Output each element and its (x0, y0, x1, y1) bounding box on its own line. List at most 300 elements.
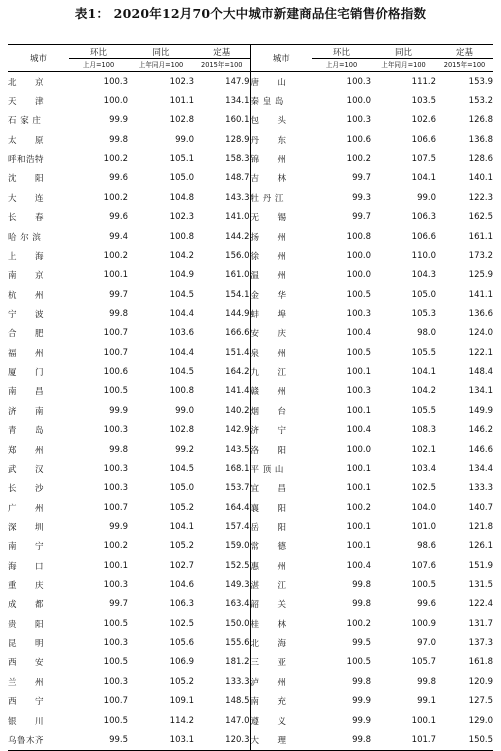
fixed-base-value: 120.9 (468, 676, 493, 687)
fixed-base-value: 133.3 (225, 676, 250, 687)
mom-value: 99.9 (352, 696, 371, 707)
mom-value: 100.0 (103, 96, 128, 107)
yoy-value: 99.0 (175, 134, 194, 145)
city-name: 兰 州 (8, 677, 45, 688)
city-name: 贵 阳 (8, 619, 45, 630)
mom-value: 100.8 (346, 231, 371, 242)
table-row (8, 711, 493, 730)
city-name: 唐 山 (250, 72, 312, 92)
fixed-base-value: 153.7 (225, 483, 250, 494)
yoy-value: 99.8 (417, 676, 436, 687)
mom-value: 99.3 (352, 192, 371, 203)
mom-value: 99.5 (69, 730, 128, 750)
city-name: 西 安 (8, 658, 45, 669)
mom-base-left: 上月=100 (69, 59, 128, 72)
yoy-value: 104.4 (169, 347, 194, 358)
fixed-base-value: 140.1 (468, 173, 493, 184)
fixed-base-value: 141.4 (225, 386, 250, 397)
yoy-value: 107.6 (411, 560, 436, 571)
yoy-value: 101.0 (411, 521, 436, 532)
city-name: 洛 阳 (250, 440, 312, 459)
mom-value: 100.5 (103, 386, 128, 397)
mom-value: 100.0 (346, 444, 371, 455)
city-name: 青 岛 (8, 426, 45, 437)
yoy-value: 104.8 (169, 192, 194, 203)
mom-value: 100.1 (346, 483, 371, 494)
city-name: 三 亚 (250, 653, 312, 672)
yoy-value: 104.1 (411, 367, 436, 378)
city-name: 深 圳 (8, 522, 45, 533)
mom-value: 100.7 (103, 696, 128, 707)
mom-value: 100.5 (103, 715, 128, 726)
mom-value: 100.3 (346, 115, 371, 126)
city-name: 杭 州 (8, 290, 45, 301)
fixed-header-left: 定基 (194, 45, 250, 59)
fixed-base-value: 163.4 (225, 599, 250, 610)
yoy-value: 98.0 (417, 328, 436, 339)
fixed-base-value: 149.3 (225, 580, 250, 591)
yoy-value: 105.3 (411, 308, 436, 319)
mom-value: 99.8 (109, 308, 128, 319)
yoy-value: 104.2 (169, 250, 194, 261)
table-row (8, 401, 493, 420)
city-name: 合 肥 (8, 329, 45, 340)
yoy-value: 104.4 (169, 308, 194, 319)
yoy-value: 101.7 (371, 730, 436, 750)
mom-value: 100.2 (346, 618, 371, 629)
yoy-header-left: 同比 (128, 45, 194, 59)
price-index-table (8, 44, 493, 751)
fixed-base-value: 128.9 (225, 134, 250, 145)
yoy-value: 102.6 (411, 115, 436, 126)
fixed-base-value: 142.9 (225, 425, 250, 436)
yoy-value: 98.6 (417, 541, 436, 552)
yoy-value: 105.6 (169, 638, 194, 649)
city-name: 安 庆 (250, 324, 312, 343)
yoy-value: 97.0 (417, 638, 436, 649)
fixed-base-value: 141.1 (468, 289, 493, 300)
fixed-base-value: 143.3 (225, 192, 250, 203)
city-name: 成 都 (8, 600, 45, 611)
fixed-base-value: 140.7 (468, 502, 493, 513)
yoy-value: 106.6 (411, 134, 436, 145)
city-name: 常 德 (250, 537, 312, 556)
yoy-value: 100.8 (169, 231, 194, 242)
fixed-base-value: 140.2 (225, 405, 250, 416)
fixed-base-value: 168.1 (225, 463, 250, 474)
city-name: 上 海 (8, 251, 45, 262)
city-name: 海 口 (8, 561, 45, 572)
city-name: 惠 州 (250, 556, 312, 575)
table-row (8, 304, 493, 323)
mom-value: 99.8 (312, 730, 371, 750)
fixed-base-value: 136.8 (468, 134, 493, 145)
yoy-base-left: 上年同月=100 (128, 59, 194, 72)
city-name: 烟 台 (250, 401, 312, 420)
fixed-base-value: 155.6 (225, 638, 250, 649)
yoy-value: 105.7 (411, 657, 436, 668)
yoy-value: 102.3 (169, 212, 194, 223)
yoy-value: 105.5 (411, 347, 436, 358)
table-row (8, 653, 493, 672)
table-row (8, 324, 493, 343)
mom-value: 99.9 (109, 521, 128, 532)
fixed-base-value: 148.7 (225, 173, 250, 184)
city-name: 遵 义 (250, 711, 312, 730)
yoy-value: 104.6 (169, 580, 194, 591)
table-row (8, 382, 493, 401)
city-name: 赣 州 (250, 382, 312, 401)
fixed-base-value: 131.7 (468, 618, 493, 629)
yoy-value: 104.3 (411, 270, 436, 281)
fixed-base-value: 133.3 (468, 483, 493, 494)
city-name: 南 充 (250, 692, 312, 711)
mom-value: 100.5 (346, 289, 371, 300)
fixed-base-value: 150.5 (436, 730, 493, 750)
fixed-base-value: 157.4 (225, 521, 250, 532)
table-row (8, 672, 493, 691)
mom-value: 100.7 (103, 502, 128, 513)
fixed-base-value: 161.8 (468, 657, 493, 668)
yoy-value: 100.1 (411, 715, 436, 726)
mom-value: 99.6 (109, 212, 128, 223)
yoy-value: 107.5 (411, 154, 436, 165)
mom-value: 100.5 (103, 657, 128, 668)
mom-value: 99.8 (352, 599, 371, 610)
fixed-base-value: 153.9 (468, 76, 493, 87)
city-name: 济 宁 (250, 420, 312, 439)
mom-value: 100.5 (346, 347, 371, 358)
mom-value: 100.7 (103, 347, 128, 358)
table-row (8, 537, 493, 556)
mom-value: 100.3 (103, 638, 128, 649)
yoy-value: 99.0 (175, 405, 194, 416)
city-name: 福 州 (8, 348, 45, 359)
yoy-value: 105.5 (411, 405, 436, 416)
table-row (8, 614, 493, 633)
mom-value: 99.8 (352, 676, 371, 687)
mom-value: 99.8 (352, 580, 371, 591)
mom-value: 99.9 (109, 405, 128, 416)
mom-value: 99.8 (109, 444, 128, 455)
mom-value: 100.1 (346, 521, 371, 532)
city-header-right: 城市 (250, 45, 312, 72)
fixed-base-value: 173.2 (468, 250, 493, 261)
table-row (8, 362, 493, 381)
table-row (8, 692, 493, 711)
yoy-value: 104.0 (411, 502, 436, 513)
city-name: 广 州 (8, 503, 45, 514)
yoy-value: 105.1 (169, 154, 194, 165)
city-name: 沈 阳 (8, 174, 45, 185)
fixed-base-value: 136.6 (468, 308, 493, 319)
mom-value: 100.4 (346, 328, 371, 339)
city-name: 蚌 埠 (250, 304, 312, 323)
fixed-base-value: 156.0 (225, 250, 250, 261)
mom-value: 99.7 (109, 599, 128, 610)
yoy-value: 104.2 (411, 386, 436, 397)
mom-value: 100.1 (346, 463, 371, 474)
fixed-base-value: 148.5 (225, 696, 250, 707)
fixed-base-value: 144.9 (225, 308, 250, 319)
fixed-base-value: 144.2 (225, 231, 250, 242)
yoy-value: 103.1 (128, 730, 194, 750)
fixed-base-value: 158.3 (225, 154, 250, 165)
city-name: 北 海 (250, 633, 312, 652)
city-name: 金 华 (250, 285, 312, 304)
table-row (8, 343, 493, 362)
city-name: 厦 门 (8, 368, 45, 379)
fixed-base-value: 141.0 (225, 212, 250, 223)
yoy-value: 100.8 (169, 386, 194, 397)
city-name: 秦 皇 岛 (250, 91, 312, 110)
city-name: 石 家 庄 (8, 116, 42, 127)
mom-value: 99.7 (352, 173, 371, 184)
mom-value: 100.0 (346, 96, 371, 107)
city-name: 牡 丹 江 (250, 188, 312, 207)
mom-value: 99.7 (109, 289, 128, 300)
yoy-value: 106.6 (411, 231, 436, 242)
fixed-base-value: 122.4 (468, 599, 493, 610)
table-row (8, 169, 493, 188)
city-name: 哈 尔 滨 (8, 232, 42, 243)
city-name: 郑 州 (8, 445, 45, 456)
table-row (8, 730, 493, 750)
yoy-value: 114.2 (169, 715, 194, 726)
city-name: 泸 州 (250, 672, 312, 691)
mom-value: 100.3 (103, 483, 128, 494)
city-name: 南 京 (8, 271, 45, 282)
yoy-value: 102.1 (411, 444, 436, 455)
fixed-base-value: 134.4 (468, 463, 493, 474)
city-name: 大 理 (250, 730, 312, 750)
yoy-value: 102.5 (169, 618, 194, 629)
mom-value: 100.3 (103, 580, 128, 591)
mom-value: 100.1 (346, 405, 371, 416)
yoy-value: 103.5 (411, 96, 436, 107)
mom-value: 100.2 (103, 154, 128, 165)
mom-value: 100.3 (103, 463, 128, 474)
city-name: 襄 阳 (250, 498, 312, 517)
yoy-value: 110.0 (411, 250, 436, 261)
mom-value: 100.2 (103, 250, 128, 261)
fixed-base-value: 164.4 (225, 502, 250, 513)
city-name: 北 京 (8, 77, 45, 88)
table-row (8, 227, 493, 246)
table-row (8, 517, 493, 536)
fixed-base-value: 147.9 (225, 76, 250, 87)
fixed-base-value: 162.5 (468, 212, 493, 223)
city-name: 重 庆 (8, 581, 45, 592)
city-name: 岳 阳 (250, 517, 312, 536)
mom-header-left: 环比 (69, 45, 128, 59)
fixed-base-value: 153.2 (468, 96, 493, 107)
yoy-value: 104.5 (169, 289, 194, 300)
yoy-value: 106.9 (169, 657, 194, 668)
city-name: 扬 州 (250, 227, 312, 246)
mom-value: 100.7 (103, 328, 128, 339)
fixed-base-value: 146.2 (468, 425, 493, 436)
city-name: 宜 昌 (250, 479, 312, 498)
fixed-base-value: 126.1 (468, 541, 493, 552)
mom-value: 100.2 (346, 154, 371, 165)
fixed-base-value: 150.0 (225, 618, 250, 629)
city-name: 宁 波 (8, 309, 45, 320)
city-name: 泉 州 (250, 343, 312, 362)
table-row (8, 440, 493, 459)
mom-value: 99.9 (352, 715, 371, 726)
city-name: 乌鲁木齐 (8, 730, 69, 750)
mom-header-right: 环比 (312, 45, 371, 59)
table-row (8, 285, 493, 304)
city-name: 徐 州 (250, 246, 312, 265)
yoy-value: 99.6 (417, 599, 436, 610)
fixed-base-value: 160.1 (225, 115, 250, 126)
yoy-value: 99.2 (175, 444, 194, 455)
mom-value: 100.1 (346, 367, 371, 378)
yoy-value: 105.0 (169, 483, 194, 494)
yoy-value: 105.2 (169, 676, 194, 687)
mom-value: 100.4 (346, 560, 371, 571)
yoy-value: 100.5 (411, 580, 436, 591)
city-name: 无 锡 (250, 208, 312, 227)
fixed-base-left: 2015年=100 (194, 59, 250, 72)
mom-value: 100.5 (346, 657, 371, 668)
fixed-base-value: 124.0 (468, 328, 493, 339)
mom-value: 100.3 (103, 425, 128, 436)
fixed-base-value: 164.2 (225, 367, 250, 378)
fixed-base-value: 154.1 (225, 289, 250, 300)
city-name: 武 汉 (8, 464, 45, 475)
fixed-base-value: 166.6 (225, 328, 250, 339)
mom-value: 99.7 (352, 212, 371, 223)
fixed-base-value: 161.1 (468, 231, 493, 242)
yoy-base-right: 上年同月=100 (371, 59, 436, 72)
mom-value: 100.3 (103, 76, 128, 87)
city-name: 吉 林 (250, 169, 312, 188)
mom-value: 99.9 (109, 115, 128, 126)
table-row (8, 149, 493, 168)
yoy-value: 104.9 (169, 270, 194, 281)
city-name: 昆 明 (8, 639, 45, 650)
table-row (8, 188, 493, 207)
yoy-value: 106.3 (169, 599, 194, 610)
table-row (8, 459, 493, 478)
yoy-value: 105.0 (169, 173, 194, 184)
mom-value: 100.6 (103, 367, 128, 378)
mom-value: 100.1 (103, 560, 128, 571)
table-row (8, 111, 493, 130)
city-name: 南 宁 (8, 542, 45, 553)
yoy-value: 101.1 (169, 96, 194, 107)
city-name: 桂 林 (250, 614, 312, 633)
mom-value: 99.8 (109, 134, 128, 145)
city-name: 温 州 (250, 266, 312, 285)
city-name: 包 头 (250, 111, 312, 130)
yoy-value: 102.5 (411, 483, 436, 494)
table-row (8, 420, 493, 439)
fixed-base-value: 122.3 (468, 192, 493, 203)
mom-value: 100.3 (346, 76, 371, 87)
yoy-value: 102.8 (169, 425, 194, 436)
fixed-base-value: 131.5 (468, 580, 493, 591)
fixed-base-value: 151.4 (225, 347, 250, 358)
fixed-base-value: 161.0 (225, 270, 250, 281)
table-row (8, 575, 493, 594)
yoy-value: 104.5 (169, 463, 194, 474)
yoy-value: 104.1 (411, 173, 436, 184)
yoy-value: 99.1 (417, 696, 436, 707)
yoy-value: 99.0 (417, 192, 436, 203)
city-name: 南 昌 (8, 387, 45, 398)
yoy-value: 104.1 (169, 521, 194, 532)
fixed-base-value: 134.1 (468, 386, 493, 397)
fixed-base-value: 148.4 (468, 367, 493, 378)
fixed-base-value: 128.6 (468, 154, 493, 165)
table-row (8, 208, 493, 227)
fixed-base-value: 122.1 (468, 347, 493, 358)
table-row (8, 266, 493, 285)
city-name: 长 沙 (8, 484, 45, 495)
fixed-base-value: 121.8 (468, 521, 493, 532)
yoy-value: 106.3 (411, 212, 436, 223)
mom-value: 100.6 (346, 134, 371, 145)
city-name: 九 江 (250, 362, 312, 381)
city-header-left: 城市 (8, 45, 69, 72)
city-name: 呼和浩特 (8, 155, 45, 166)
table-title: 表1： 2020年12月70个大中城市新建商品住宅销售价格指数 (74, 6, 427, 21)
yoy-value: 104.5 (169, 367, 194, 378)
mom-value: 100.1 (103, 270, 128, 281)
table-row (8, 498, 493, 517)
yoy-value: 102.3 (169, 76, 194, 87)
fixed-base-right: 2015年=100 (436, 59, 493, 72)
fixed-base-value: 151.9 (468, 560, 493, 571)
fixed-base-value: 120.3 (194, 730, 250, 750)
yoy-value: 100.9 (411, 618, 436, 629)
fixed-base-value: 137.3 (468, 638, 493, 649)
yoy-value: 105.0 (411, 289, 436, 300)
city-name: 太 原 (8, 135, 45, 146)
yoy-header-right: 同比 (371, 45, 436, 59)
city-name: 长 春 (8, 213, 45, 224)
mom-value: 100.4 (346, 425, 371, 436)
yoy-value: 108.3 (411, 425, 436, 436)
fixed-base-value: 125.9 (468, 270, 493, 281)
fixed-base-value: 127.5 (468, 696, 493, 707)
city-name: 银 川 (8, 716, 45, 727)
table-row (8, 556, 493, 575)
fixed-base-value: 152.5 (225, 560, 250, 571)
mom-value: 100.0 (346, 270, 371, 281)
mom-base-right: 上月=100 (312, 59, 371, 72)
table-row (8, 633, 493, 652)
city-name: 锦 州 (250, 149, 312, 168)
mom-value: 100.3 (103, 676, 128, 687)
mom-value: 100.0 (346, 250, 371, 261)
mom-value: 99.4 (109, 231, 128, 242)
city-name: 大 连 (8, 193, 45, 204)
city-name: 韶 关 (250, 595, 312, 614)
table-row (8, 595, 493, 614)
yoy-value: 111.2 (411, 76, 436, 87)
mom-value: 99.6 (109, 173, 128, 184)
yoy-value: 102.7 (169, 560, 194, 571)
fixed-base-value: 129.0 (468, 715, 493, 726)
city-name: 济 南 (8, 406, 45, 417)
city-name: 湛 江 (250, 575, 312, 594)
mom-value: 100.2 (346, 502, 371, 513)
